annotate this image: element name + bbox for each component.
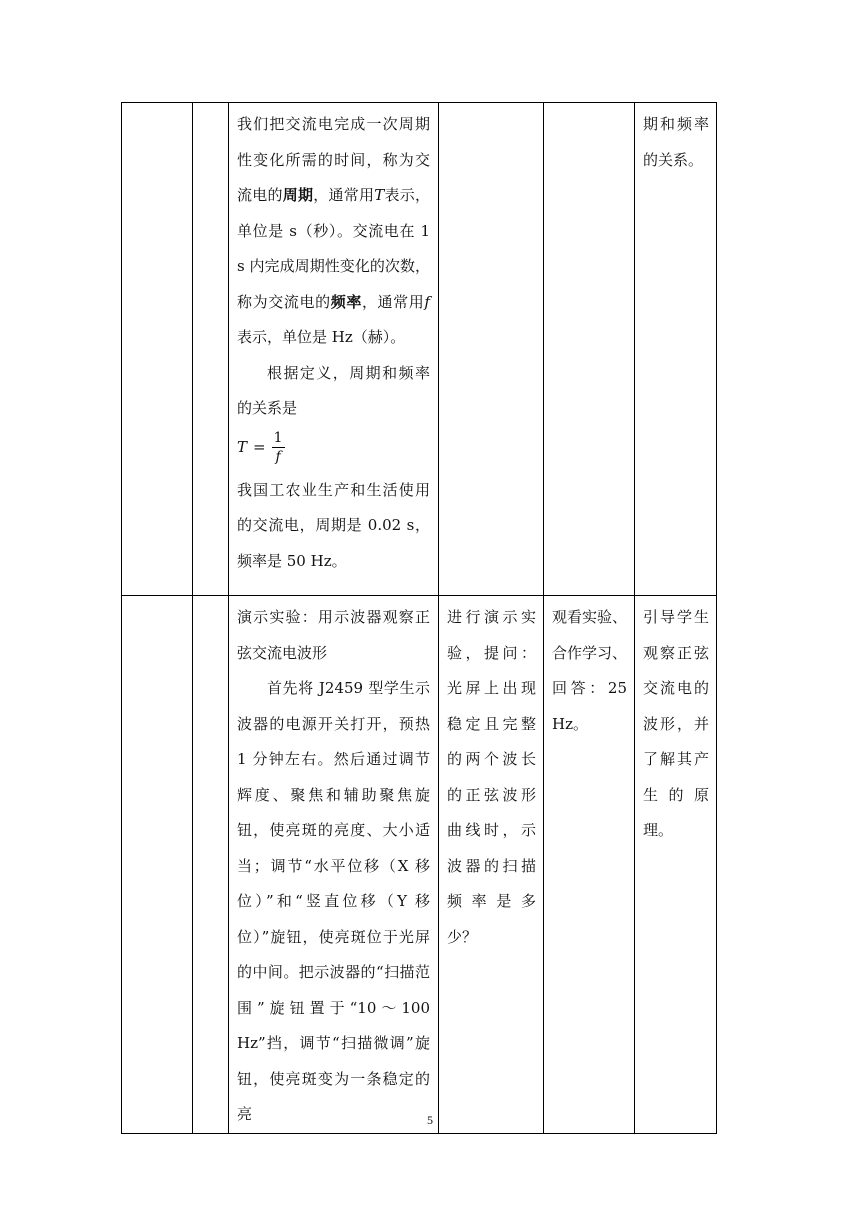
time-cell: [193, 596, 229, 1134]
intent-text: 期和频率的关系。: [643, 115, 709, 169]
teacher-activity-text: 进行演示实验，提问：光屏上出现稳定且完整的两个波长的正弦波形曲线时，示波器的扫描频率是多少？: [447, 608, 536, 946]
term-frequency: 频率: [330, 292, 362, 311]
content-cell: [229, 103, 439, 596]
teacher-activity-cell: [439, 596, 544, 1134]
experiment-steps: 首先将 J2459 型学生示波器的电源开关打开，预热 1 分钟左右。然后通过调节辉度、聚焦和辅助聚焦旋钮，使亮斑的亮度、大小适当；调节“水平位移（X 移位）”和“竖直位移（Y 移位）”旋钮，使亮斑位于光屏的中间。把示波器的“扫描范围”旋钮置于“10～100 Hz”挡，调节“扫描微调”旋钮，使亮斑变为一条稳定的亮: [237, 679, 430, 1123]
experiment-title: 演示实验：用示波器观察正弦交流电波形: [237, 608, 430, 662]
term-period: 周期: [282, 186, 314, 204]
stage-cell: [122, 103, 193, 596]
intent-cell: [635, 103, 717, 596]
stage-cell: [122, 596, 193, 1134]
period-frequency-formula: T = $\frac{1}{f}$: [237, 429, 283, 465]
definition-paragraph: 我们把交流电完成一次周期性变化所需的时间，称为交流电的周期，通常用T表示，单位是 s（秒）。交流电在 1 s 内完成周期性变化的次数，称为交流电的频率，通常用f表示，单位是 Hz（赫）。: [237, 115, 430, 346]
table-row: [122, 103, 717, 596]
table-row: [122, 596, 717, 1134]
student-activity-cell: [544, 103, 635, 596]
intent-cell: [635, 596, 717, 1134]
student-activity-text: 观看实验、合作学习、回答：25 Hz。: [552, 608, 628, 733]
page-number: 5: [427, 1113, 433, 1127]
content-cell: [229, 596, 439, 1134]
intent-text: 引导学生观察正弦交流电的波形，并了解其产生的原理。: [643, 608, 709, 839]
relation-paragraph: 根据定义，周期和频率的关系是: [237, 363, 430, 417]
lesson-plan-table: [121, 102, 717, 1134]
student-activity-cell: [544, 596, 635, 1134]
time-cell: [193, 103, 229, 596]
teacher-activity-cell: [439, 103, 544, 596]
mains-frequency-paragraph: 我国工农业生产和生活使用的交流电，周期是 0.02 s，频率是 50 Hz。: [237, 480, 430, 570]
